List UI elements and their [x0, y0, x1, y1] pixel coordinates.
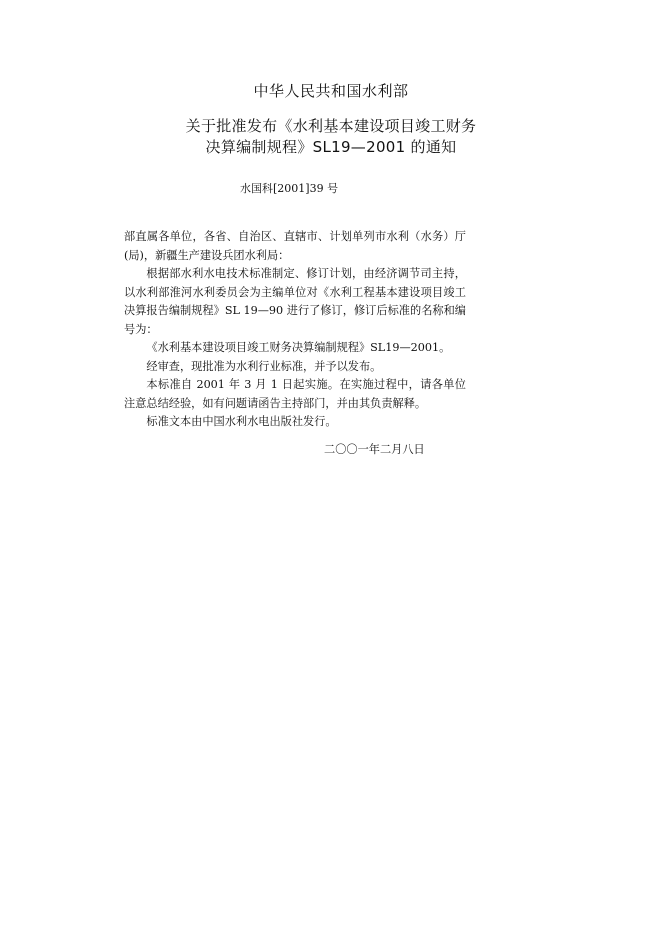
signature-date: 二〇〇一年二月八日	[324, 443, 425, 456]
paragraph-publisher: 标准文本由中国水利水电出版社发行。	[146, 415, 337, 428]
paragraph-approval: 经审查，现批准为水利行业标准，并予以发布。	[146, 359, 382, 373]
notice-title-line-1: 关于批准发布《水利基本建设项目竣工财务	[185, 117, 477, 135]
notice-body	[124, 228, 466, 432]
document-number: 水国科[2001]39 号	[240, 182, 339, 195]
standard-name: 《水利基本建设项目竣工财务决算编制规程》SL19—2001。	[146, 341, 451, 354]
notice-title-line-2: 决算编制规程》SL19—2001 的通知	[205, 138, 457, 156]
paragraph-effective-date: 本标准自 2001 年 3 月 1 日起实施。在实施过程中，请各单位注意总结经验，如有问题请函告主持部门，并由其负责解释。	[124, 378, 466, 410]
issuing-authority: 中华人民共和国水利部	[253, 82, 409, 100]
paragraph-revision: 根据部水利水电技术标准制定、修订计划，由经济调节司主持，以水利部淮河水利委员会为主编单位对《水利工程基本建设项目竣工决算报告编制规程》SL 19—90 进行了修订，修订后标准的名称和编号为：	[124, 267, 466, 336]
salutation: 部直属各单位，各省、自治区、直辖市、计划单列市水利（水务）厅(局)，新疆生产建设兵团水利局：	[124, 230, 466, 262]
